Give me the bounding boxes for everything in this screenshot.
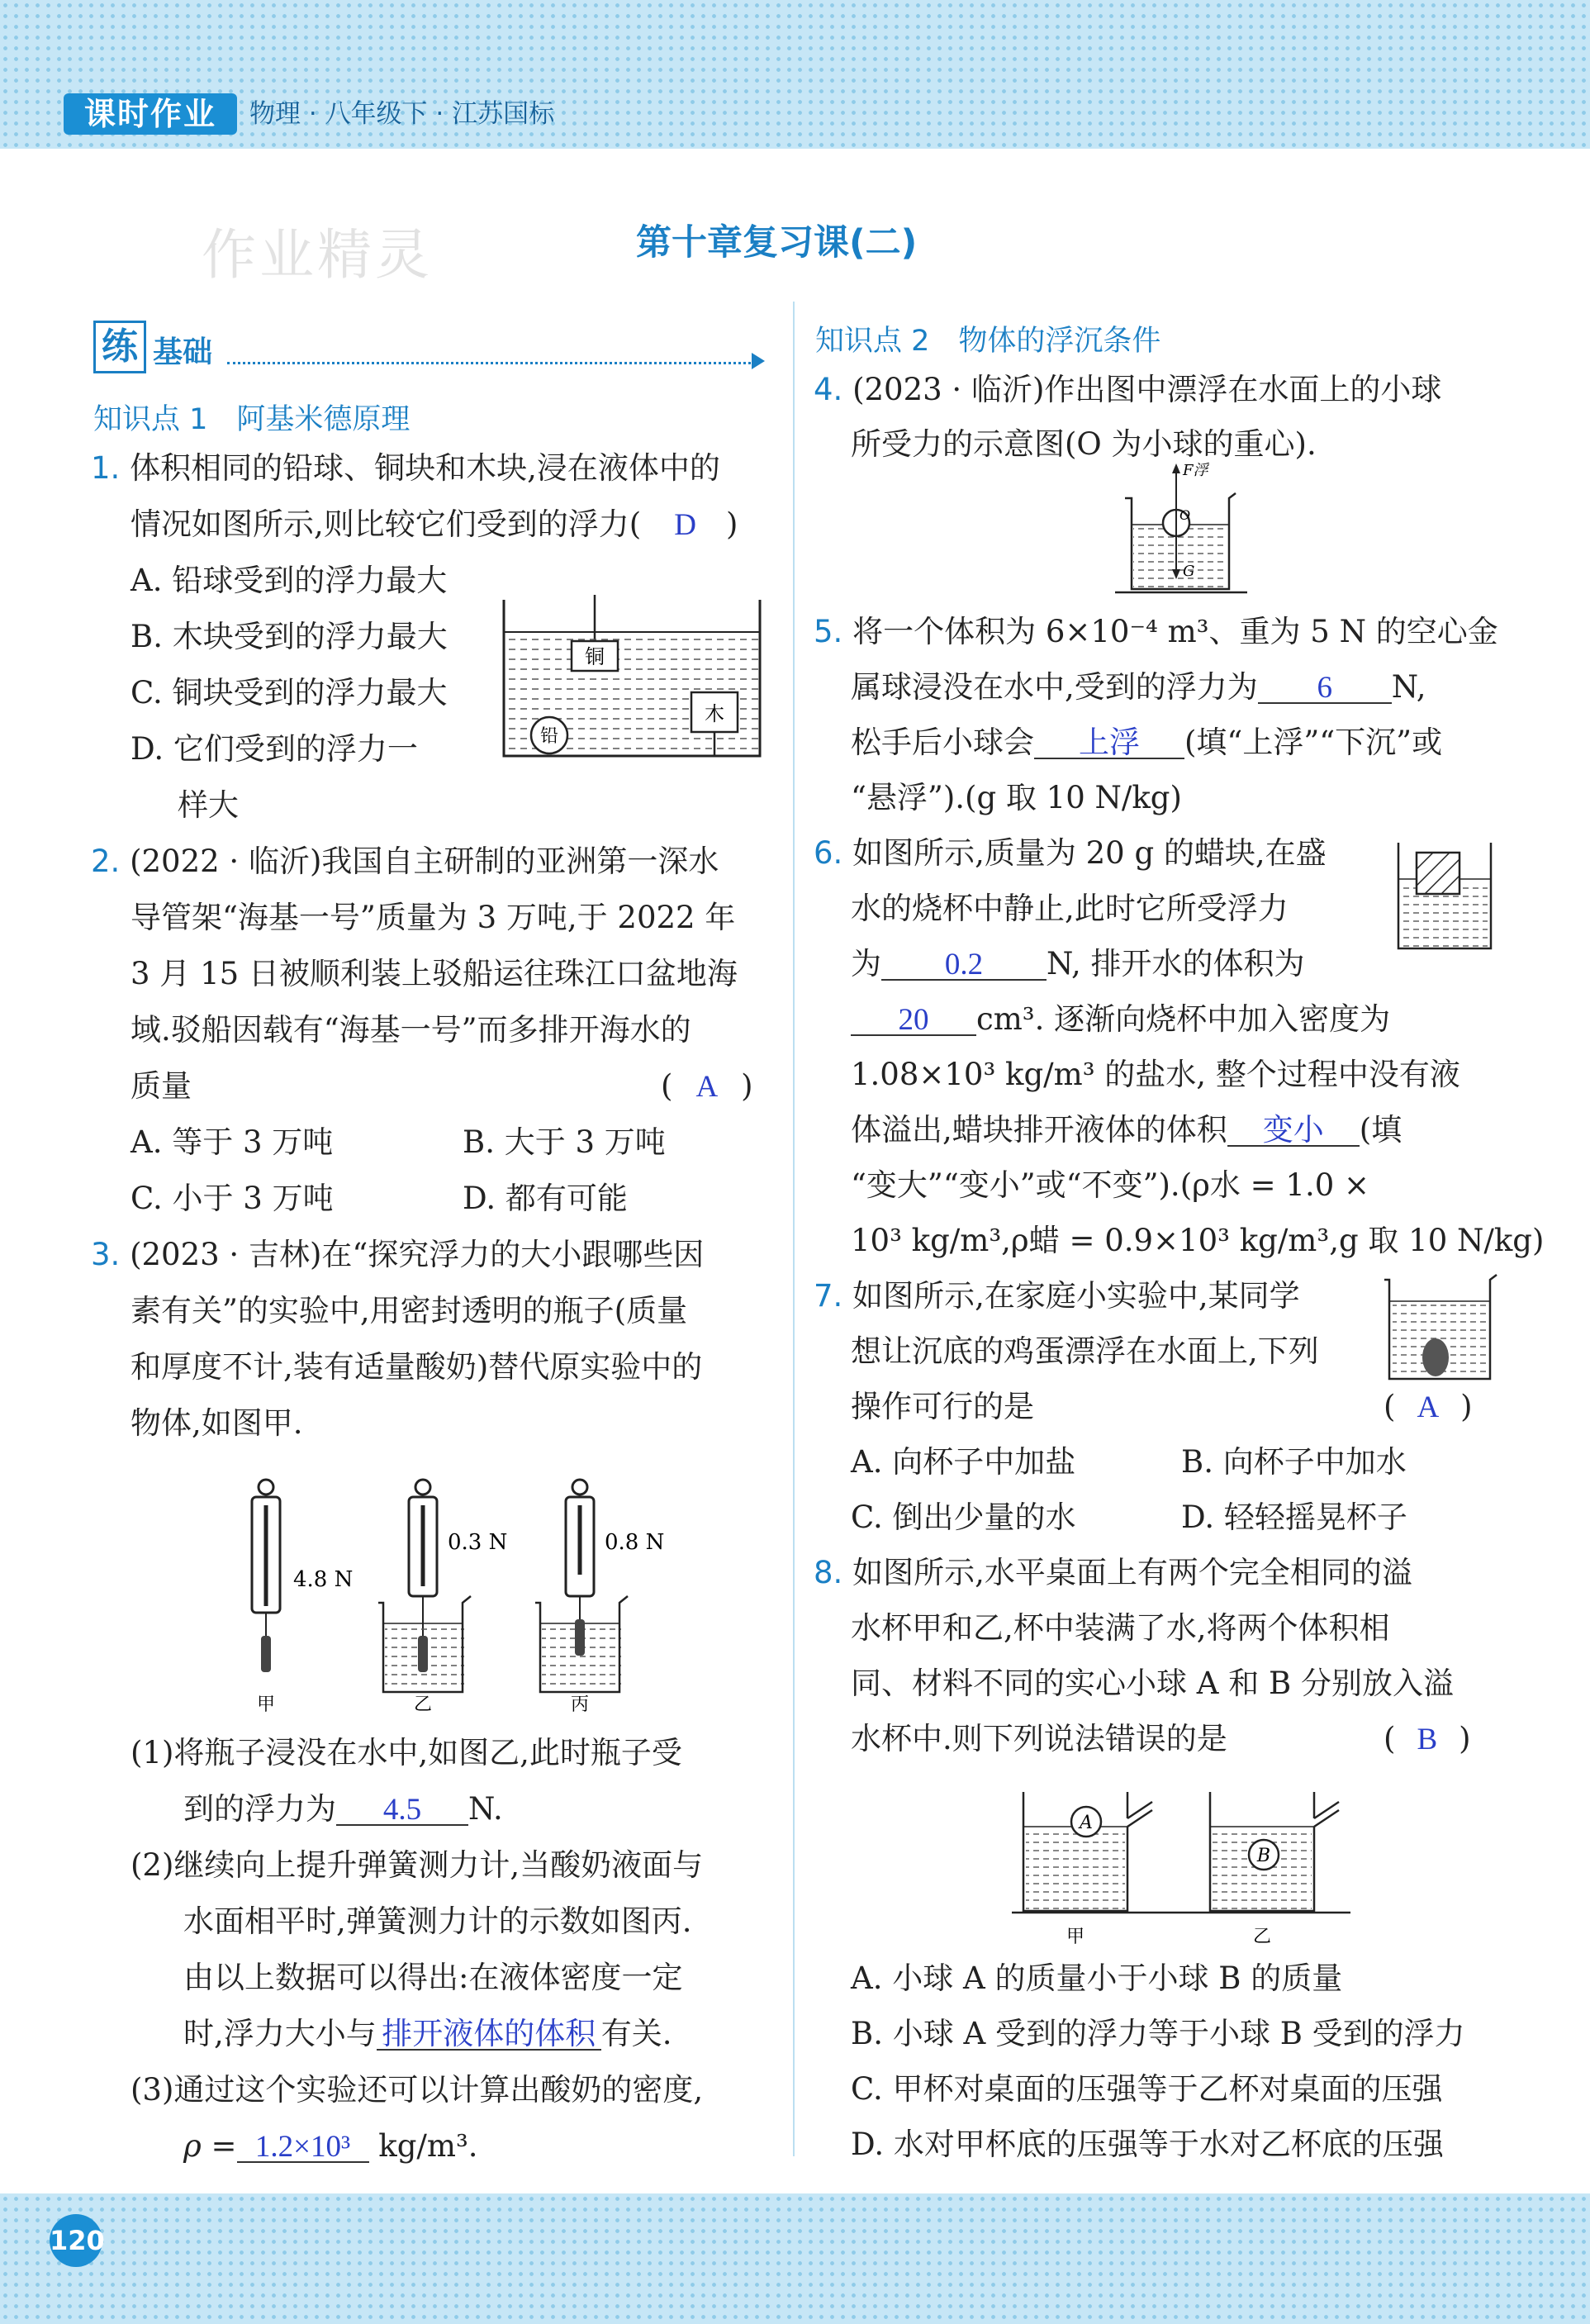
watermark: 作业精灵 bbox=[202, 223, 433, 287]
column-divider bbox=[793, 302, 795, 2156]
question-text: 体积相同的铅球、铜块和木块,浸在液体中的 bbox=[130, 450, 720, 486]
question-number: 7. bbox=[814, 1278, 843, 1314]
question-text: 将一个体积为 6×10⁻⁴ m³、重为 5 N 的空心金 bbox=[852, 614, 1498, 649]
question-number: 6. bbox=[814, 835, 843, 871]
copper-label: 铜 bbox=[585, 645, 605, 668]
bottom-dotted-band bbox=[0, 2193, 1590, 2324]
question-text: 素有关”的实验中,用密封透明的瓶子(质量 bbox=[131, 1293, 688, 1328]
caption-yi: 乙 bbox=[413, 1694, 433, 1715]
question-text: cm³. 逐渐向烧杯中加入密度为 bbox=[976, 1001, 1391, 1037]
question-text: 如图所示,质量为 20 g 的蜡块,在盛 bbox=[852, 835, 1327, 871]
top-dotted-band bbox=[0, 0, 1590, 149]
question-text: 1.08×10³ kg/m³ 的盐水, 整个过程中没有液 bbox=[851, 1057, 1460, 1092]
option: A. 铅球受到的浮力最大 bbox=[131, 563, 448, 598]
caption-jia: 甲 bbox=[1066, 1927, 1085, 1946]
practice-badge: 练 bbox=[93, 321, 146, 373]
paren: ) bbox=[1460, 1389, 1473, 1424]
option: C. 倒出少量的水 bbox=[851, 1499, 1076, 1535]
egg bbox=[1422, 1338, 1449, 1376]
sub-question: 有关. bbox=[600, 2016, 672, 2051]
q3-figure bbox=[231, 1471, 694, 1718]
answer: 1.2×10³ bbox=[237, 2133, 369, 2163]
question-text: 同、材料不同的实心小球 A 和 B 分别放入溢 bbox=[851, 1666, 1454, 1701]
question-text: 属球浸没在水中,受到的浮力为 bbox=[851, 669, 1258, 705]
question-text: 如图所示,在家庭小实验中,某同学 bbox=[852, 1278, 1300, 1314]
question-text: 和厚度不计,装有适量酸奶)替代原实验中的 bbox=[131, 1349, 703, 1385]
arrow-right-icon bbox=[752, 353, 765, 369]
question-text: 10³ kg/m³,ρ蜡 = 0.9×10³ kg/m³,g 取 10 N/kg) bbox=[851, 1223, 1545, 1258]
answer: A bbox=[695, 1070, 719, 1104]
question-text: 体溢出,蜡块排开液体的体积 bbox=[851, 1112, 1227, 1148]
question-text: 质量 bbox=[131, 1068, 192, 1104]
answer: A bbox=[1417, 1390, 1440, 1424]
question-text: 为 bbox=[851, 946, 881, 981]
question-text: 水杯中.则下列说法错误的是 bbox=[851, 1721, 1227, 1756]
question-text: “悬浮”).(g 取 10 N/kg) bbox=[851, 780, 1182, 815]
lead-label: 铅 bbox=[539, 726, 559, 747]
paren: ( bbox=[661, 1068, 673, 1104]
q1-figure bbox=[496, 595, 768, 760]
paren: ( bbox=[1384, 1721, 1396, 1756]
question-text: 如图所示,水平桌面上有两个完全相同的溢 bbox=[852, 1555, 1412, 1590]
wax-block bbox=[1417, 853, 1459, 894]
question-text: 松手后小球会 bbox=[851, 725, 1034, 760]
question-text: 物体,如图甲. bbox=[131, 1405, 303, 1441]
question-text: 情况如图所示,则比较它们受到的浮力( bbox=[131, 506, 642, 542]
page-title: 第十章复习课(二) bbox=[636, 222, 918, 264]
answer: 20 bbox=[851, 1006, 976, 1036]
question-text: N, 排开水的体积为 bbox=[1047, 946, 1305, 981]
sub-question: ρ = bbox=[183, 2128, 237, 2164]
option: D. 轻轻摇晃杯子 bbox=[1181, 1499, 1407, 1535]
option: C. 铜块受到的浮力最大 bbox=[131, 675, 448, 711]
question-text: (2023 · 吉林)在“探究浮力的大小跟哪些因 bbox=[130, 1237, 705, 1272]
option: B. 大于 3 万吨 bbox=[463, 1124, 666, 1160]
center-label: O bbox=[1179, 507, 1191, 523]
q8-figure bbox=[1012, 1780, 1359, 1946]
option: D. 它们受到的浮力一 bbox=[131, 731, 418, 767]
question-text: 3 月 15 日被顺利装上驳船运往珠江口盆地海 bbox=[131, 956, 738, 991]
option: A. 小球 A 的质量小于小球 B 的质量 bbox=[851, 1960, 1343, 1996]
answer: 排开液体的体积 bbox=[377, 2021, 601, 2051]
option: A. 向杯子中加盐 bbox=[851, 1444, 1076, 1480]
spring-scale-bing bbox=[535, 1480, 628, 1692]
caption-bing: 丙 bbox=[570, 1694, 590, 1715]
sub-question: (1)将瓶子浸没在水中,如图乙,此时瓶子受 bbox=[131, 1735, 682, 1770]
question-text: N, bbox=[1391, 669, 1426, 705]
caption-yi: 乙 bbox=[1252, 1927, 1272, 1946]
caption-jia: 甲 bbox=[256, 1694, 276, 1715]
question-text: (填 bbox=[1359, 1112, 1403, 1148]
reading-jia: 4.8 N bbox=[293, 1567, 354, 1592]
question-text: (2023 · 临沂)作出图中漂浮在水面上的小球 bbox=[852, 372, 1442, 407]
question-text: 操作可行的是 bbox=[851, 1389, 1034, 1424]
question-text: “变大”“变小”或“不变”).(ρ水 = 1.0 × bbox=[851, 1167, 1370, 1203]
ball-b-label: B bbox=[1256, 1846, 1271, 1866]
option: C. 小于 3 万吨 bbox=[131, 1181, 334, 1216]
sub-question: 由以上数据可以得出:在液体密度一定 bbox=[183, 1960, 683, 1995]
question-text: (2022 · 临沂)我国自主研制的亚洲第一深水 bbox=[130, 844, 719, 879]
option: A. 等于 3 万吨 bbox=[131, 1124, 334, 1160]
q6-figure bbox=[1392, 834, 1499, 950]
question-text: (填“上浮”“下沉”或 bbox=[1184, 725, 1443, 760]
q4-figure bbox=[1107, 459, 1272, 607]
answer: 4.5 bbox=[336, 1796, 468, 1826]
paren: ) bbox=[1459, 1721, 1471, 1756]
answer: 上浮 bbox=[1034, 730, 1184, 759]
page-number: 120 bbox=[50, 2214, 102, 2267]
answer: 变小 bbox=[1227, 1117, 1360, 1147]
option: B. 小球 A 受到的浮力等于小球 B 受到的浮力 bbox=[851, 2016, 1465, 2051]
question-text: 导管架“海基一号”质量为 3 万吨,于 2022 年 bbox=[131, 900, 736, 935]
spring-scale-yi bbox=[378, 1480, 471, 1692]
option: D. 都有可能 bbox=[463, 1181, 628, 1216]
answer: B bbox=[1417, 1723, 1438, 1756]
sub-question: 时,浮力大小与 bbox=[183, 2016, 377, 2051]
option: D. 水对甲杯底的压强等于水对乙杯底的压强 bbox=[851, 2127, 1444, 2162]
section-label: 基础 bbox=[153, 335, 213, 369]
knowledge-point-1: 知识点 1 阿基米德原理 bbox=[93, 403, 411, 436]
question-text: 想让沉底的鸡蛋漂浮在水面上,下列 bbox=[851, 1333, 1319, 1369]
sub-question: (3)通过这个实验还可以计算出酸奶的密度, bbox=[131, 2072, 704, 2108]
question-text: 所受力的示意图(O 为小球的重心). bbox=[851, 426, 1317, 462]
question-text: 水杯甲和乙,杯中装满了水,将两个体积相 bbox=[851, 1610, 1390, 1646]
question-number: 5. bbox=[814, 614, 843, 649]
question-text: 域.驳船因载有“海基一号”而多排开海水的 bbox=[131, 1012, 691, 1048]
wood-label: 木 bbox=[705, 702, 724, 725]
buoyancy-label: F浮 bbox=[1183, 462, 1208, 479]
option: B. 向杯子中加水 bbox=[1181, 1444, 1407, 1480]
question-text: 水的烧杯中静止,此时它所受浮力 bbox=[851, 891, 1289, 926]
q7-figure bbox=[1379, 1268, 1503, 1384]
reading-yi: 0.3 N bbox=[448, 1530, 508, 1555]
section-dotted-line bbox=[227, 362, 756, 364]
option: 样大 bbox=[178, 787, 239, 823]
spring-scale-jia bbox=[252, 1480, 280, 1672]
paren: ( bbox=[1384, 1389, 1396, 1424]
ball-a-label: A bbox=[1080, 1813, 1093, 1833]
answer: D bbox=[674, 508, 696, 542]
question-number: 4. bbox=[814, 372, 843, 407]
option: C. 甲杯对桌面的压强等于乙杯对桌面的压强 bbox=[851, 2071, 1443, 2107]
sub-question: (2)继续向上提升弹簧测力计,当酸奶液面与 bbox=[131, 1847, 704, 1883]
paren: ) bbox=[741, 1068, 753, 1104]
series-logo: 课时作业 bbox=[64, 93, 237, 135]
gravity-label: G bbox=[1183, 563, 1195, 580]
paren: ) bbox=[725, 506, 738, 542]
sub-question: 到的浮力为 bbox=[183, 1791, 336, 1827]
sub-question: 水面相平时,弹簧测力计的示数如图丙. bbox=[183, 1903, 692, 1939]
question-number: 8. bbox=[814, 1555, 843, 1590]
book-subtitle: 物理 · 八年级下 · 江苏国标 bbox=[249, 99, 555, 129]
sub-question: kg/m³. bbox=[378, 2128, 478, 2164]
sub-question: N. bbox=[468, 1791, 503, 1827]
question-number: 3. bbox=[91, 1237, 121, 1272]
answer: 6 bbox=[1258, 674, 1392, 704]
option: B. 木块受到的浮力最大 bbox=[131, 619, 448, 654]
knowledge-point-2: 知识点 2 物体的浮沉条件 bbox=[815, 325, 1161, 358]
question-number: 1. bbox=[91, 450, 121, 486]
question-number: 2. bbox=[91, 844, 121, 879]
answer: 0.2 bbox=[881, 951, 1047, 981]
reading-bing: 0.8 N bbox=[605, 1530, 665, 1555]
